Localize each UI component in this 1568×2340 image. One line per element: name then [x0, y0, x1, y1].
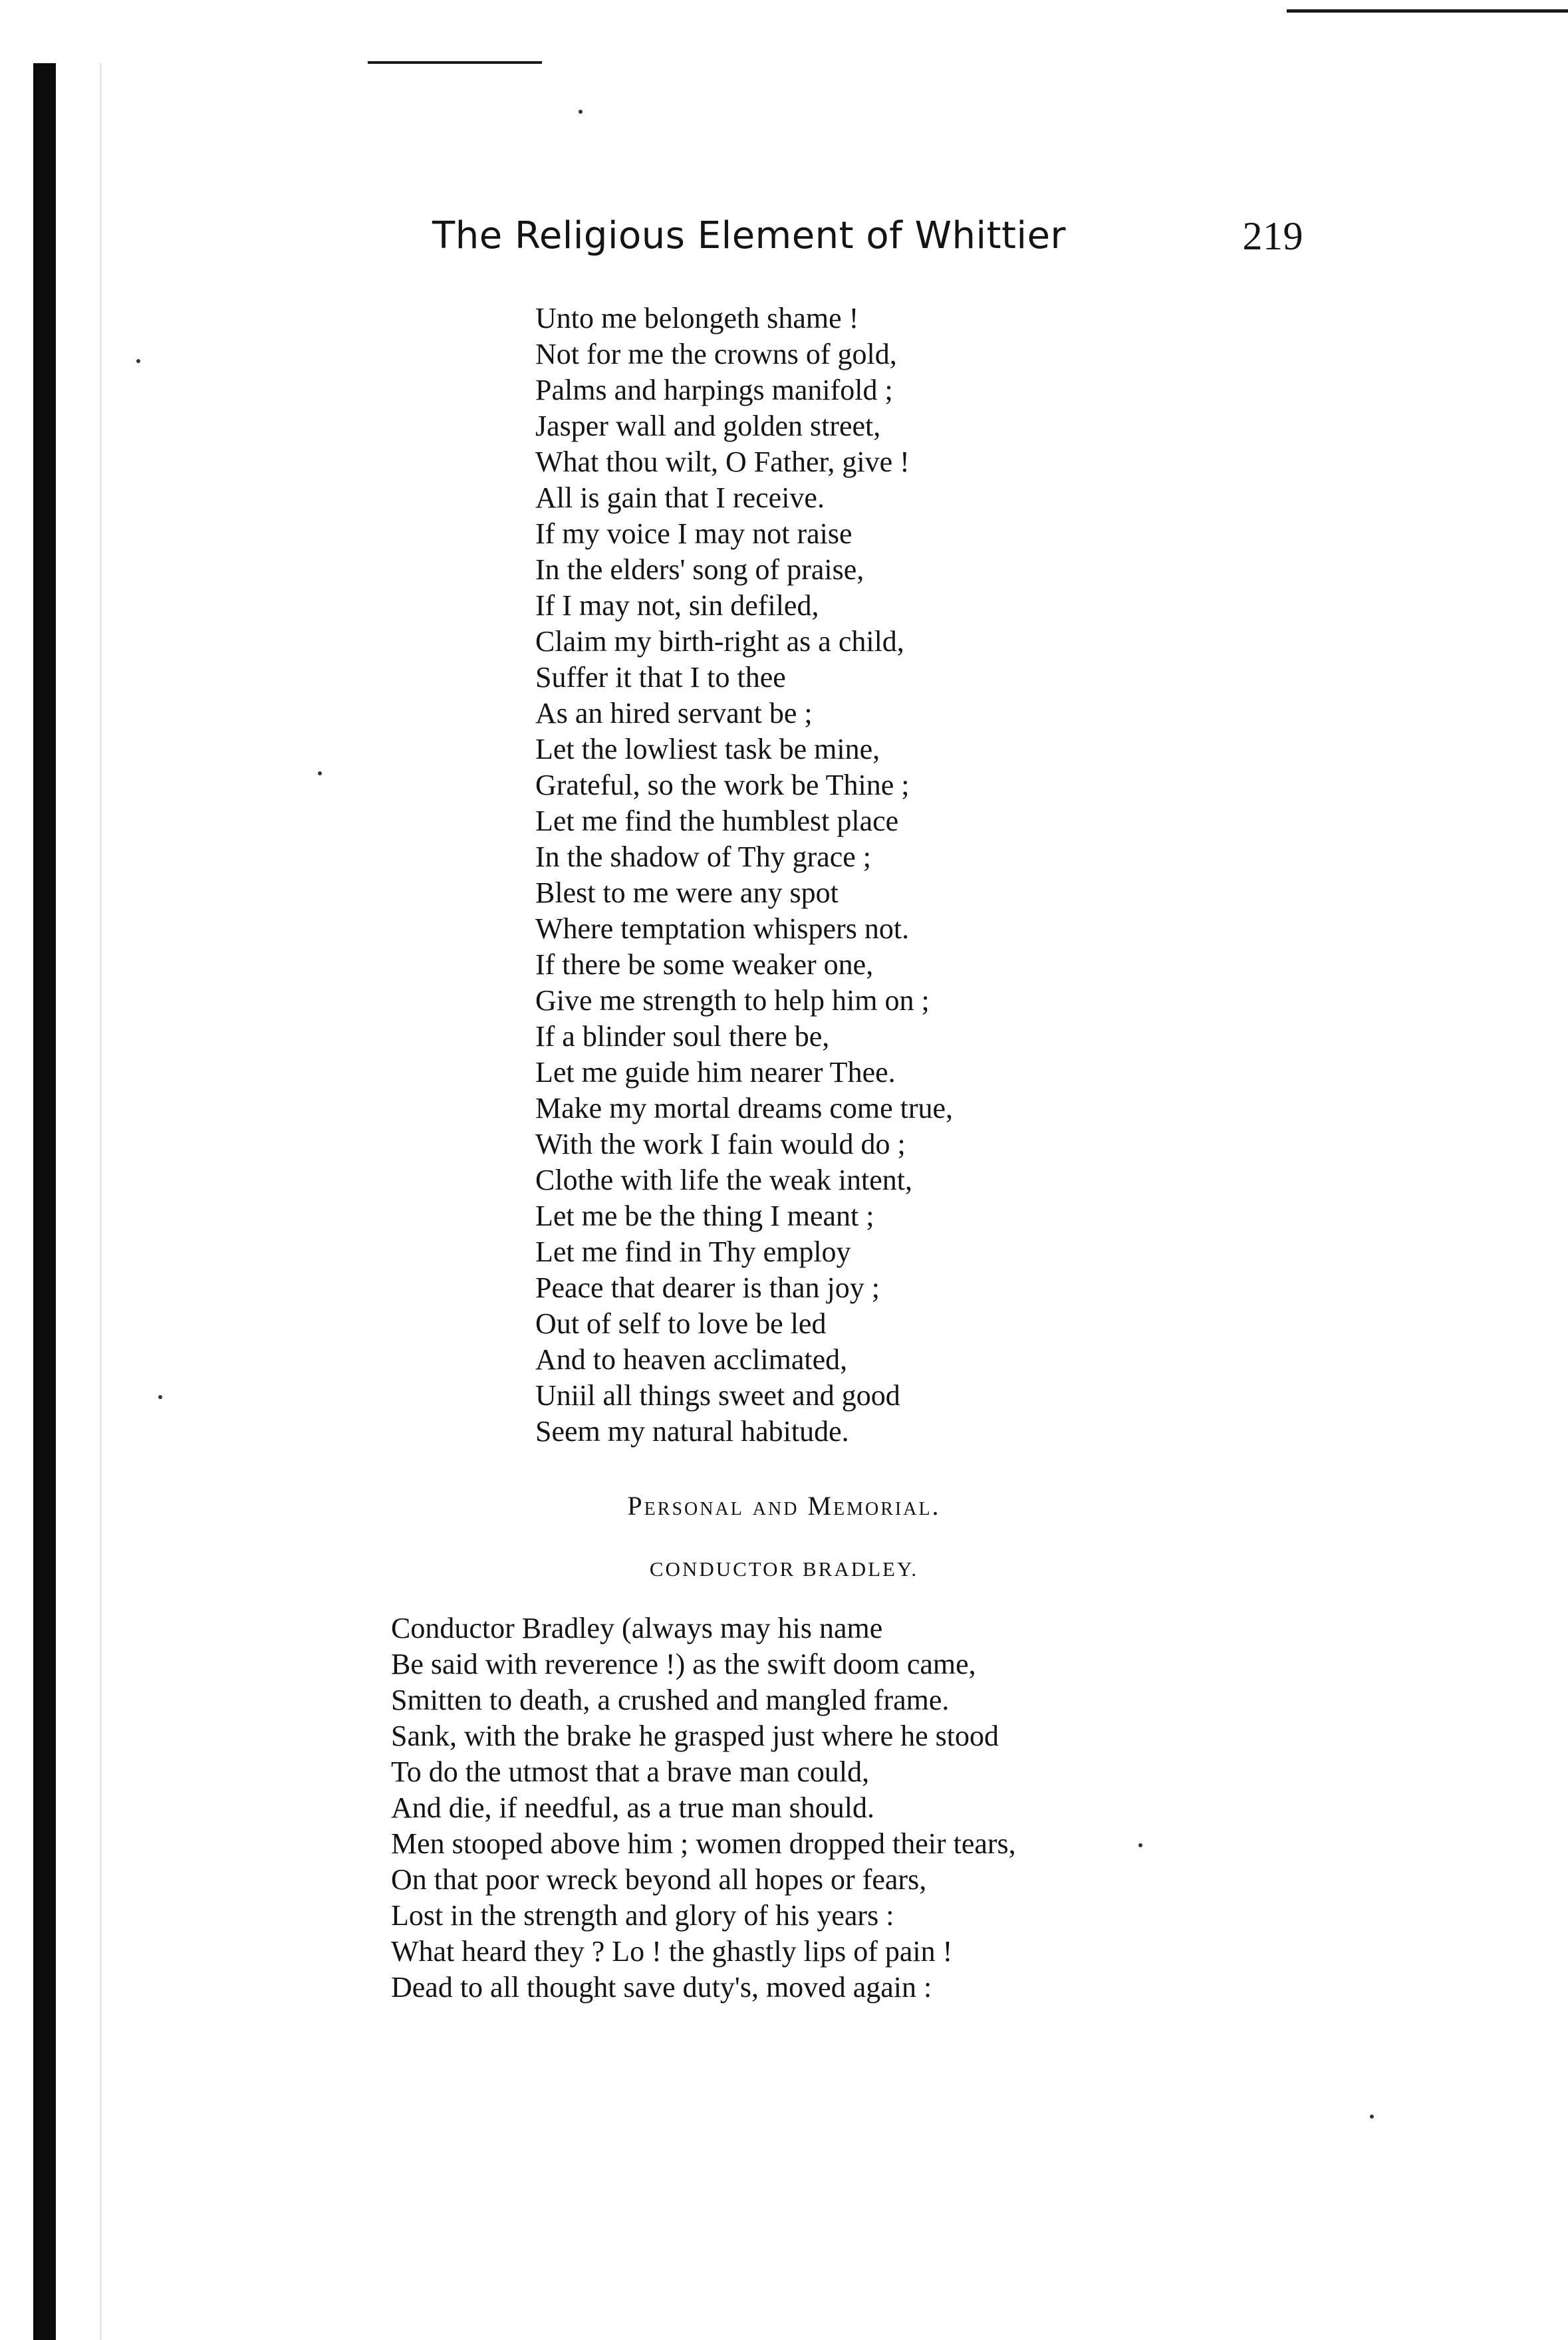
verse-line: What thou wilt, O Father, give ! [535, 446, 910, 478]
section-heading: Personal and Memorial. [627, 1491, 941, 1521]
verse-line: If I may not, sin defiled, [535, 589, 819, 622]
verse-line: Out of self to love be led [535, 1307, 827, 1340]
verse-line: Not for me the crowns of gold, [535, 338, 897, 370]
ink-speck [579, 110, 583, 114]
verse-line: If my voice I may not raise [535, 517, 852, 550]
ink-speck [158, 1395, 162, 1399]
poem-bottom [391, 1611, 1189, 2006]
verse-line: To do the utmost that a brave man could, [391, 1755, 870, 1788]
verse-line: If there be some weaker one, [535, 948, 874, 981]
verse-line: Blest to me were any spot [535, 876, 839, 909]
verse-line: Let me find the humblest place [535, 805, 899, 837]
verse-line: Men stooped above him ; women dropped their tears, [391, 1827, 1016, 1860]
verse-line: Unto me belongeth shame ! [535, 302, 859, 334]
poem-heading: CONDUCTOR BRADLEY. [649, 1557, 919, 1581]
verse-line: Make my mortal dreams come true, [535, 1092, 954, 1124]
verse-line: If a blinder soul there be, [535, 1020, 830, 1053]
verse-line: Grateful, so the work be Thine ; [535, 769, 910, 801]
verse-line: Uniil all things sweet and good [535, 1379, 900, 1412]
ink-speck [136, 359, 140, 363]
verse-line: Let me find in Thy employ [535, 1235, 851, 1268]
verse-line: Let the lowliest task be mine, [535, 733, 880, 765]
verse-line: What heard they ? Lo ! the ghastly lips of pain ! [391, 1935, 953, 1968]
page-number: 219 [1242, 214, 1303, 258]
verse-line: Give me strength to help him on ; [535, 984, 930, 1017]
verse-line: And to heaven acclimated, [535, 1343, 848, 1376]
poem-top [535, 301, 1134, 1450]
verse-line: Smitten to death, a crushed and mangled frame. [391, 1684, 950, 1716]
verse-line: Where temptation whispers not. [535, 912, 910, 945]
verse-line: Claim my birth-right as a child, [535, 625, 904, 658]
verse-line: Let me guide him nearer Thee. [535, 1056, 896, 1089]
verse-line: As an hired servant be ; [535, 697, 813, 729]
verse-line: Let me be the thing I meant ; [535, 1200, 874, 1232]
top-rule-left [368, 61, 542, 64]
verse-line: Seem my natural habitude. [535, 1415, 849, 1448]
running-title: The Religious Element of Whittier [432, 214, 1067, 257]
verse-line: Peace that dearer is than joy ; [535, 1271, 880, 1304]
page-binding-edge [33, 63, 56, 2340]
verse-line: Lost in the strength and glory of his years : [391, 1899, 894, 1932]
verse-line: All is gain that I receive. [535, 481, 825, 514]
verse-line: Sank, with the brake he grasped just where he stood [391, 1720, 999, 1752]
verse-line: And die, if needful, as a true man should. [391, 1791, 875, 1824]
ink-speck [318, 771, 322, 775]
verse-line: Clothe with life the weak intent, [535, 1164, 912, 1196]
top-rule-right [1287, 9, 1568, 13]
verse-line: Jasper wall and golden street, [535, 410, 881, 442]
verse-line: Suffer it that I to thee [535, 661, 786, 694]
verse-line: In the shadow of Thy grace ; [535, 841, 872, 873]
ink-speck [1370, 2115, 1374, 2119]
verse-line: On that poor wreck beyond all hopes or fears, [391, 1863, 927, 1896]
verse-line: Palms and harpings manifold ; [535, 374, 893, 406]
verse-line: In the elders' song of praise, [535, 553, 864, 586]
verse-line: Be said with reverence !) as the swift doom came, [391, 1648, 976, 1680]
verse-line: Dead to all thought save duty's, moved again : [391, 1971, 932, 2004]
verse-line: With the work I fain would do ; [535, 1128, 906, 1160]
verse-line: Conductor Bradley (always may his name [391, 1612, 883, 1644]
page-binding-shadow [100, 63, 102, 2340]
